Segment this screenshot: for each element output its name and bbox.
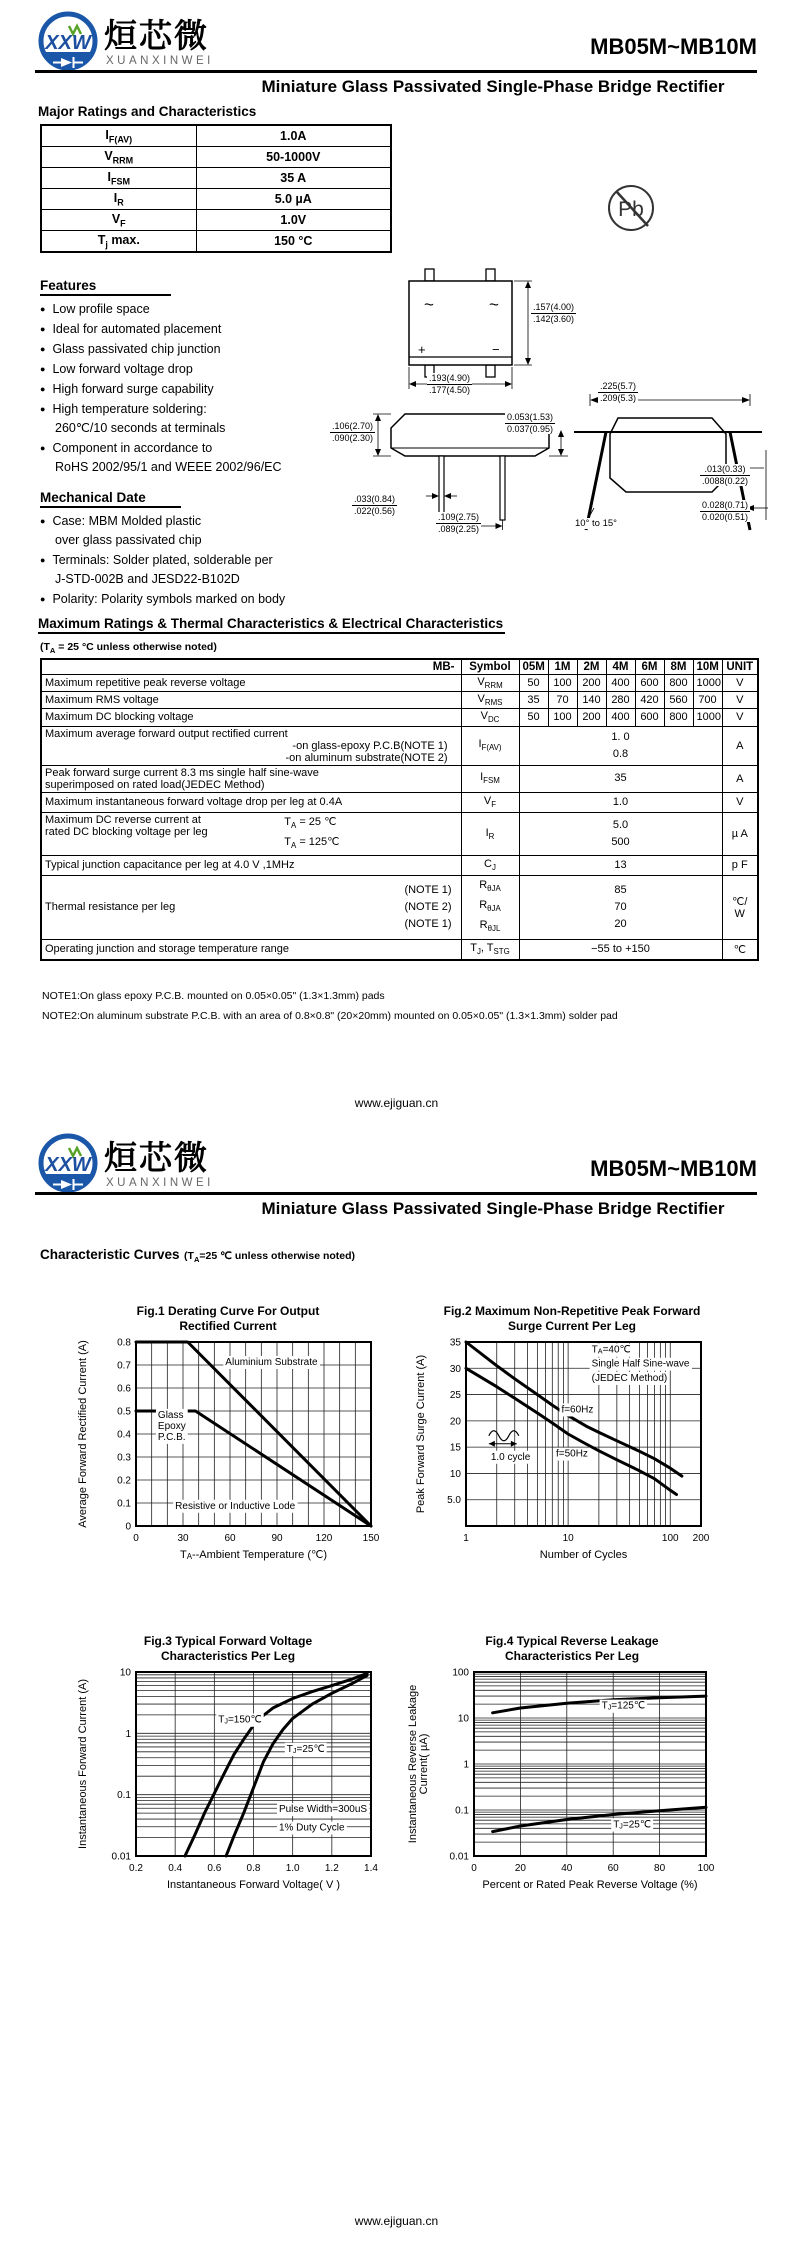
fig4-title: Fig.4 Typical Reverse Leakage Characteristics Per Leg <box>485 1634 659 1663</box>
page-title: Miniature Glass Passivated Single-Phase Bridge Rectifier <box>261 1199 725 1218</box>
column-header: 2M <box>577 659 606 675</box>
svg-text:100: 100 <box>452 1667 469 1679</box>
column-header: 6M <box>635 659 664 675</box>
dim-body-width: .193(4.90) .177(4.50) <box>429 373 471 395</box>
bullet-icon: ● <box>40 404 46 414</box>
svg-text:TA=40℃: TA=40℃ <box>591 1344 631 1356</box>
fig4-chart <box>402 1664 742 1901</box>
feature-item: ● Low profile space <box>40 302 150 316</box>
column-header: UNIT <box>722 659 758 675</box>
svg-text:15: 15 <box>449 1442 461 1454</box>
svg-text:TJ=25℃: TJ=25℃ <box>613 1819 652 1831</box>
svg-text:Pulse Width=300uS: Pulse Width=300uS <box>278 1804 368 1816</box>
mechanical-title: Mechanical Date <box>40 490 181 508</box>
spec-row: Thermal resistance per leg (NOTE 1) (NOTE 2) (NOTE 1) $R_{\theta JA}$ $R_{\theta JA}$ $R_{\theta JL}$ 85 70 20 ℃/ W <box>41 875 758 939</box>
brand-name-cn: 烜芯微 <box>104 17 209 54</box>
svg-text:90: 90 <box>271 1533 283 1544</box>
series-f-50hz <box>466 1368 677 1494</box>
x-axis-label: Percent or Rated Peak Reverse Voltage (%) <box>482 1879 698 1891</box>
header-rule <box>35 70 757 73</box>
svg-text:10: 10 <box>457 1713 469 1725</box>
spec-row: Maximum DC reverse current at rated DC blocking voltage per leg $T_A = 25$ ℃ $T_A$ = 125℃ $I_R$ 5.0 500 µ A <box>41 812 758 855</box>
bullet-icon: ● <box>40 594 46 604</box>
svg-text:XXW: XXW <box>45 1154 91 1176</box>
chart-svg <box>58 1664 398 1896</box>
mechanical-item: ● Polarity: Polarity symbols marked on body <box>40 592 286 606</box>
bullet-icon: ● <box>40 555 46 565</box>
chart-annotation <box>561 1404 593 1415</box>
feature-item: ● High temperature soldering: 260℃/10 seconds at terminals <box>40 402 226 435</box>
svg-text:0.7: 0.7 <box>117 1360 131 1372</box>
svg-text:25: 25 <box>449 1390 461 1402</box>
spec-row: Peak forward surge current 8.3 ms single half sine-wave superimposed on rated load(JEDEC Method) $I_{FSM}$ 35 A <box>41 765 758 792</box>
y-axis-label: Peak Forward Surge Current (A) <box>415 1354 427 1514</box>
fig3-chart <box>58 1664 398 1901</box>
company-logo-icon <box>35 10 101 76</box>
svg-text:0.1: 0.1 <box>117 1790 131 1802</box>
svg-text:f=50Hz: f=50Hz <box>555 1448 588 1460</box>
fig1-block <box>58 1304 398 1571</box>
svg-text:1.0: 1.0 <box>285 1863 300 1874</box>
svg-text:Resistive or Inductive Lode: Resistive or Inductive Lode <box>175 1500 296 1512</box>
spec-row: Maximum DC blocking voltage $V_{DC}$ 50 100 200 400 600 800 1000 V <box>41 709 758 726</box>
x-axis-label: Number of Cycles <box>539 1549 628 1561</box>
dim-standoff: 0.053(1.53) 0.037(0.95) <box>507 412 554 434</box>
svg-text:0.6: 0.6 <box>207 1863 222 1874</box>
dim-width2: .225(5.7) .209(5.3) <box>600 381 637 403</box>
column-header: MB- <box>41 659 461 675</box>
svg-text:Single Half Sine-wave: Single Half Sine-wave <box>591 1358 690 1370</box>
mechanical-item: ● Case: MBM Molded plastic over glass passivated chip <box>40 514 202 547</box>
chart-svg <box>402 1334 742 1566</box>
svg-text:80: 80 <box>654 1863 666 1874</box>
svg-text:120: 120 <box>315 1533 333 1544</box>
note-1: NOTE1:On glass epoxy P.C.B. mounted on 0.05×0.05" (1.3×1.3mm) pads <box>42 990 385 1002</box>
svg-text:60: 60 <box>224 1533 236 1544</box>
x-axis-label: Instantaneous Forward Voltage( V ) <box>166 1879 341 1891</box>
chart-annotation <box>279 1804 367 1815</box>
chart-annotation <box>592 1359 690 1370</box>
ratings-row: $I_R$ 5.0 µA <box>41 189 391 210</box>
svg-text:0.8: 0.8 <box>117 1337 131 1349</box>
svg-text:(JEDEC Method): (JEDEC Method) <box>591 1372 668 1384</box>
bullet-icon: ● <box>40 324 46 334</box>
features-list <box>40 299 282 478</box>
major-ratings-title: Major Ratings and Characteristics <box>38 104 257 119</box>
chart-svg <box>58 1334 398 1566</box>
bullet-icon: ● <box>40 516 46 526</box>
svg-text:TJ=25℃: TJ=25℃ <box>286 1743 325 1756</box>
curves-heading: Characteristic Curves ($T_A=25$ ℃ unless otherwise noted) <box>40 1247 356 1265</box>
svg-text:0.1: 0.1 <box>455 1805 469 1817</box>
bullet-icon: ● <box>40 304 46 314</box>
chart-annotation <box>158 1410 186 1443</box>
svg-text:Pb: Pb <box>618 198 644 221</box>
ac-mark: ~ <box>424 295 434 314</box>
feature-item: ● Low forward voltage drop <box>40 362 193 376</box>
footer-url: www.ejiguan.cn <box>354 2214 439 2228</box>
chart-annotation <box>602 1701 645 1712</box>
part-number: MB05M~MB10M <box>590 34 757 59</box>
svg-text:TJ=125℃: TJ=125℃ <box>601 1700 646 1712</box>
svg-text:0.1: 0.1 <box>117 1498 131 1510</box>
svg-text:20: 20 <box>514 1863 526 1874</box>
header-rule <box>35 1192 757 1195</box>
svg-text:Glass: Glass <box>157 1409 184 1421</box>
svg-text:30: 30 <box>177 1533 189 1544</box>
minus-mark: − <box>492 342 500 357</box>
fig3-block <box>58 1634 398 1901</box>
chart-annotation <box>218 1715 261 1726</box>
ac-mark: ~ <box>489 295 499 314</box>
svg-text:TJ=150℃: TJ=150℃ <box>218 1714 262 1726</box>
svg-text:1: 1 <box>463 1533 469 1544</box>
bullet-icon: ● <box>40 344 46 354</box>
chart-annotation <box>556 1449 588 1460</box>
svg-text:150: 150 <box>362 1533 380 1544</box>
note-2: NOTE2:On aluminum substrate P.C.B. with an area of 0.8×0.8" (20×20mm) mounted on 0.05×0.05" (1.3×1.3mm) solder pad <box>42 1010 618 1022</box>
svg-text:20: 20 <box>449 1416 461 1428</box>
ratings-row: $V_F$ 1.0V <box>41 210 391 231</box>
svg-text:0: 0 <box>471 1863 477 1874</box>
chart-annotation <box>491 1452 531 1463</box>
svg-text:0.01: 0.01 <box>449 1851 469 1863</box>
chart-svg <box>402 1664 742 1896</box>
brand-name-cn: 烜芯微 <box>104 1139 209 1176</box>
mechanical-list <box>40 511 285 610</box>
pb-free-icon <box>605 182 657 234</box>
fig1-title: Fig.1 Derating Curve For Output Rectified Current <box>136 1304 320 1333</box>
dim-lead-thickness: .013(0.33) .0088(0.22) <box>702 464 749 486</box>
spec-row: Maximum RMS voltage $V_{RMS}$ 35 70 140 280 420 560 700 V <box>41 692 758 709</box>
svg-text:0.5: 0.5 <box>117 1406 131 1418</box>
plus-mark: + <box>418 342 426 357</box>
svg-text:5.0: 5.0 <box>447 1495 461 1507</box>
svg-text:0: 0 <box>125 1521 131 1533</box>
svg-text:100: 100 <box>697 1863 715 1874</box>
chart-annotation <box>279 1823 345 1834</box>
y-axis-label: Instantaneous Reverse Leakage <box>407 1684 419 1844</box>
chart-annotation <box>592 1373 668 1384</box>
x-axis-label: TA--Ambient Temperature (℃) <box>179 1549 328 1562</box>
features-title: Features <box>40 278 171 296</box>
company-logo-icon <box>35 1132 101 1198</box>
svg-text:1: 1 <box>463 1759 469 1771</box>
feature-item: ● Ideal for automated placement <box>40 322 222 336</box>
fig1-chart <box>58 1334 398 1571</box>
feature-item: ● Glass passivated chip junction <box>40 342 221 356</box>
footer-url: www.ejiguan.cn <box>354 1096 439 1110</box>
chart-annotation <box>592 1345 631 1356</box>
svg-text:10: 10 <box>449 1468 461 1480</box>
svg-text:100: 100 <box>661 1533 679 1544</box>
column-header: Symbol <box>461 659 519 675</box>
svg-text:35: 35 <box>449 1337 461 1349</box>
chart-annotation <box>287 1744 325 1755</box>
svg-text:30: 30 <box>449 1363 461 1375</box>
fig4-block <box>402 1634 742 1901</box>
svg-text:200: 200 <box>692 1533 710 1544</box>
svg-text:Epoxy: Epoxy <box>157 1420 186 1432</box>
svg-text:0.4: 0.4 <box>168 1863 183 1874</box>
bullet-icon: ● <box>40 384 46 394</box>
svg-text:0.01: 0.01 <box>111 1851 131 1863</box>
test-condition: ($T_A = 25$ °C unless otherwise noted) <box>40 641 217 656</box>
bullet-icon: ● <box>40 364 46 374</box>
spec-row: Maximum average forward output rectified current -on glass-epoxy P.C.B(NOTE 1) -on aluminum substrate(NOTE 2) $I_{F(AV)}$ 1. 0 0.8 A <box>41 726 758 765</box>
feature-item: ● Component in accordance to RoHS 2002/95/1 and WEEE 2002/96/EC <box>40 441 282 474</box>
svg-text:XXW: XXW <box>45 32 91 54</box>
column-header: 05M <box>519 659 548 675</box>
ratings-row: $I_{F(AV)}$ 1.0A <box>41 125 391 147</box>
column-header: 8M <box>664 659 693 675</box>
chart-annotation <box>175 1501 296 1512</box>
y-axis-label: Average Forward Rectified Current (A) <box>77 1340 89 1528</box>
ratings-row: $T_j$ max. 150 °C <box>41 231 391 253</box>
ratings-row: $V_{RRM}$ 50-1000V <box>41 147 391 168</box>
svg-text:10: 10 <box>562 1533 574 1544</box>
spec-row: Maximum instantaneous forward voltage drop per leg at 0.4A $V_F$ 1.0 V <box>41 792 758 812</box>
ratings-row: $I_{FSM}$ 35 A <box>41 168 391 189</box>
svg-text:0.2: 0.2 <box>129 1863 143 1874</box>
dim-lead-pitch: .109(2.75) .089(2.25) <box>438 512 480 534</box>
spec-row: Operating junction and storage temperature range $T_J$, $T_{STG}$ −55 to +150 ℃ <box>41 939 758 960</box>
svg-text:1.4: 1.4 <box>364 1863 378 1874</box>
max-ratings-table <box>40 658 759 961</box>
y-axis-label: Current( µA) <box>418 1733 430 1795</box>
fig2-chart <box>402 1334 742 1571</box>
svg-text:40: 40 <box>561 1863 573 1874</box>
dim-side-height: .106(2.70) .090(2.30) <box>332 421 374 443</box>
svg-text:1% Duty Cycle: 1% Duty Cycle <box>278 1822 345 1834</box>
svg-text:10: 10 <box>119 1667 131 1679</box>
svg-text:Aluminium Substrate: Aluminium Substrate <box>225 1357 318 1368</box>
svg-text:60: 60 <box>607 1863 619 1874</box>
spec-row: Maximum repetitive peak reverse voltage $V_{RRM}$ 50 100 200 400 600 800 1000 V <box>41 675 758 692</box>
y-axis-label: Instantaneous Forward Current (A) <box>77 1679 89 1849</box>
lead-angle-label: 10° to 15° <box>575 518 617 529</box>
svg-text:P.C.B.: P.C.B. <box>157 1431 186 1443</box>
chart-annotation <box>613 1819 651 1830</box>
svg-text:0.4: 0.4 <box>117 1429 131 1441</box>
svg-text:1.0 cycle: 1.0 cycle <box>490 1451 531 1463</box>
mechanical-item: ● Terminals: Solder plated, solderable per J-STD-002B and JESD22-B102D <box>40 553 273 586</box>
page-title: Miniature Glass Passivated Single-Phase Bridge Rectifier <box>261 77 725 96</box>
svg-text:0.2: 0.2 <box>117 1475 131 1487</box>
fig3-title: Fig.3 Typical Forward Voltage Characteristics Per Leg <box>143 1634 313 1663</box>
dim-lead-width: .033(0.84) .022(0.56) <box>354 494 396 516</box>
column-header: 1M <box>548 659 577 675</box>
dim-body-height: .157(4.00) .142(3.60) <box>533 302 575 324</box>
svg-text:0.6: 0.6 <box>117 1383 131 1395</box>
brand-name-en: XUANXINWEI <box>106 1177 214 1189</box>
feature-item: ● High forward surge capability <box>40 382 214 396</box>
part-number: MB05M~MB10M <box>590 1156 757 1181</box>
chart-annotation <box>225 1357 318 1368</box>
spec-row: Typical junction capacitance per leg at 4.0 V ,1MHz $C_J$ 13 p F <box>41 855 758 875</box>
column-header: 4M <box>606 659 635 675</box>
svg-text:1.2: 1.2 <box>324 1863 339 1874</box>
svg-text:1: 1 <box>125 1728 131 1740</box>
column-header: 10M <box>693 659 722 675</box>
max-ratings-title: Maximum Ratings & Thermal Characteristics & Electrical Characteristics <box>38 616 505 634</box>
fig2-block <box>402 1304 742 1571</box>
brand-name-en: XUANXINWEI <box>106 55 214 67</box>
fig2-title: Fig.2 Maximum Non-Repetitive Peak Forward Surge Current Per Leg <box>443 1304 701 1333</box>
svg-text:0.8: 0.8 <box>246 1863 261 1874</box>
svg-text:0: 0 <box>133 1533 139 1544</box>
svg-text:f=60Hz: f=60Hz <box>561 1404 594 1416</box>
dim-lead-width2: 0.028(0.71) 0.020(0.51) <box>702 500 749 522</box>
bullet-icon: ● <box>40 443 46 453</box>
major-ratings-table <box>40 124 392 253</box>
svg-text:0.3: 0.3 <box>117 1452 131 1464</box>
